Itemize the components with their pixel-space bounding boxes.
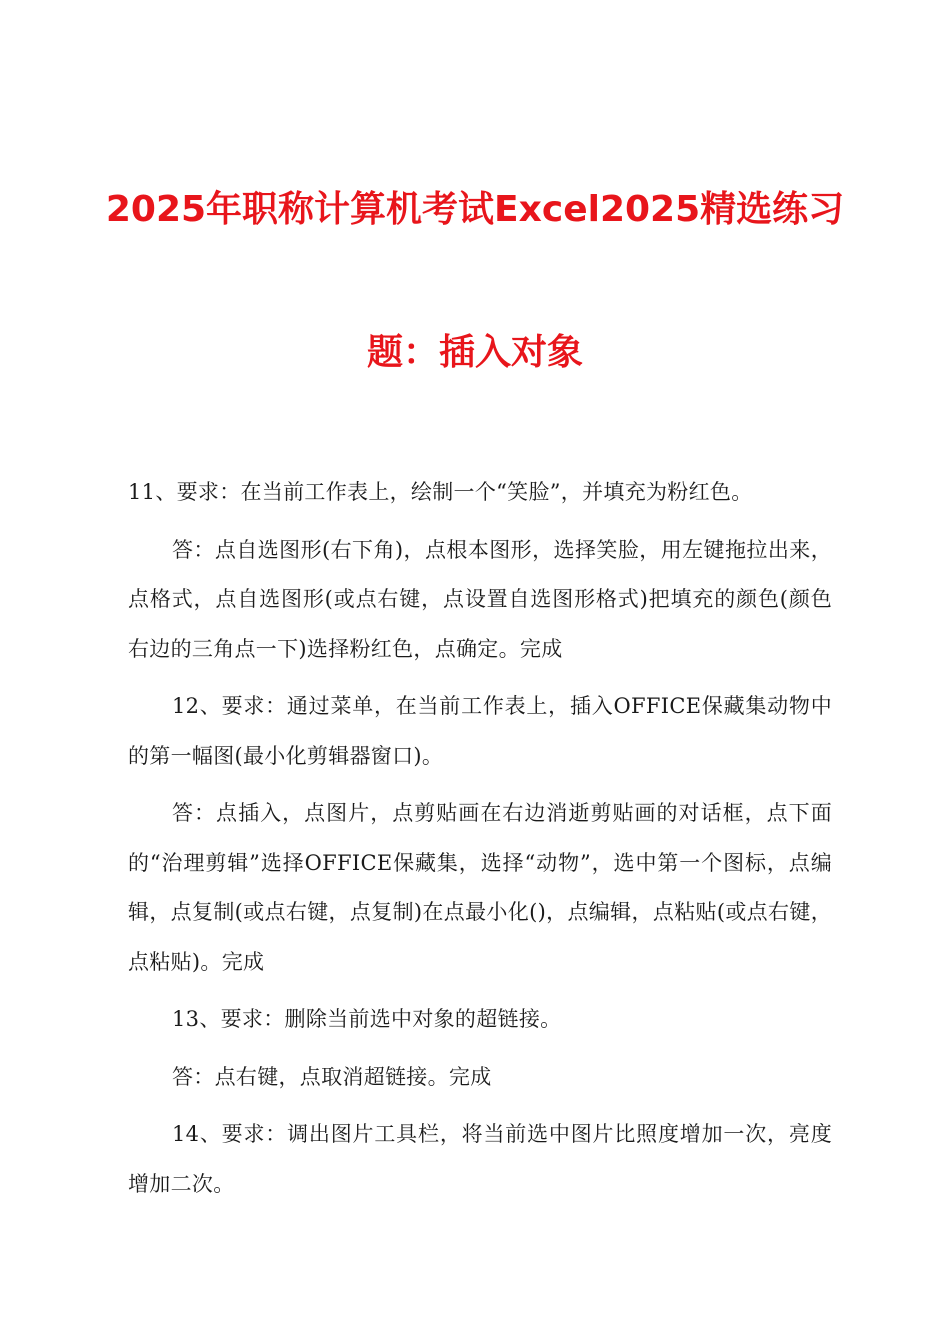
question-14: 14、要求：调出图片工具栏，将当前选中图片比照度增加一次，亮度增加二次。 (128, 1122, 832, 1196)
document-title-line-2: 题：插入对象 (366, 332, 583, 373)
answer-12: 答：点插入，点图片，点剪贴画在右边消逝剪贴画的对话框，点下面的“治理剪辑”选择OFFICE保藏集，选择“动物”，选中第一个图标，点编辑，点复制(或点右键，点复制)在点最小化()，点编辑，点粘贴(或点右键，点粘贴)。完成 (128, 801, 832, 974)
question-11: 11、要求：在当前工作表上，绘制一个“笑脸”，并填充为粉红色。 (128, 480, 753, 504)
answer-13: 答：点右键，点取消超链接。完成 (172, 1064, 492, 1089)
document-title-line-1: 2025年职称计算机考试Excel2025精选练习 (105, 189, 845, 230)
question-13: 13、要求：删除当前选中对象的超链接。 (172, 1007, 562, 1031)
document-body (128, 468, 832, 1217)
question-12: 12、要求：通过菜单，在当前工作表上，插入OFFICE保藏集动物中的第一幅图(最小化剪辑器窗口)。 (128, 694, 832, 768)
answer-11: 答：点自选图形(右下角)，点根本图形，选择笑脸，用左键拖拉出来，点格式，点自选图形(或点右键，点设置自选图形格式)把填充的颜色(颜色右边的三角点一下)选择粉红色，点确定。完成 (128, 537, 832, 661)
